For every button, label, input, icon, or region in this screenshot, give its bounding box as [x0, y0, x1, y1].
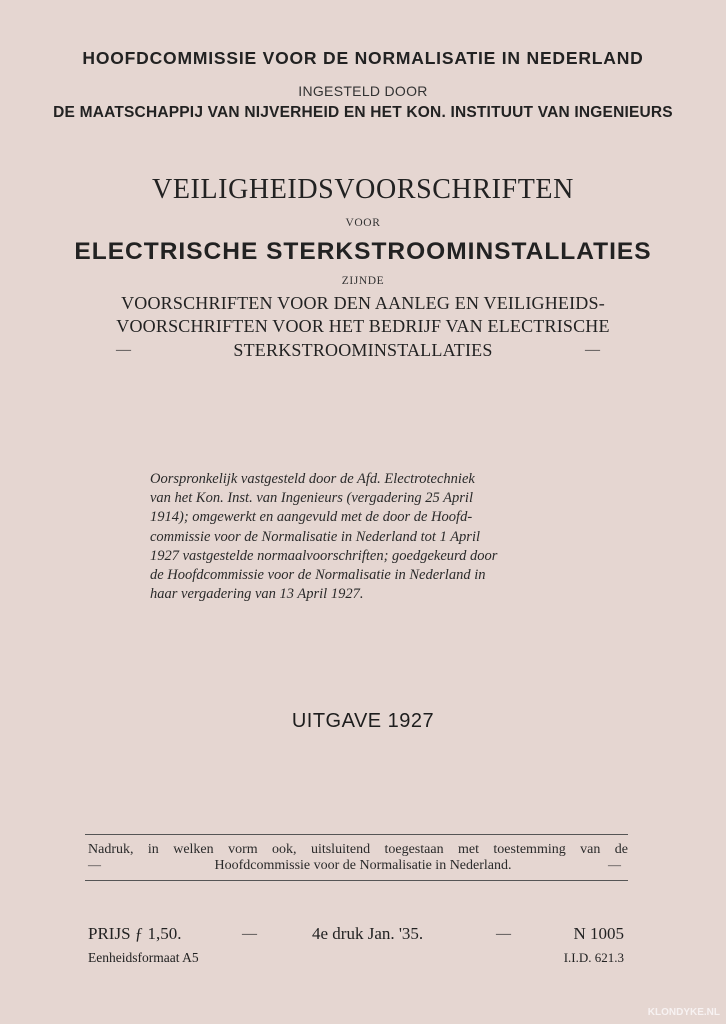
- description-dash-right: —: [585, 342, 600, 358]
- description-dash-left: —: [116, 342, 131, 358]
- classification: I.I.D. 621.3: [563, 950, 624, 965]
- main-title: VEILIGHEIDSVOORSCHRIFTEN: [152, 174, 574, 205]
- unit-format: Eenheidsformaat A5: [88, 950, 199, 965]
- divider-top: [85, 834, 628, 835]
- catalog-number: N 1005: [573, 924, 624, 943]
- edition: UITGAVE 1927: [291, 710, 435, 732]
- watermark: KLONDYKE.NL: [647, 1007, 720, 1018]
- reproduction-dash-left: —: [88, 857, 101, 872]
- reproduction-line-2: Hoofdcommissie voor de Normalisatie in Nederland.: [214, 858, 512, 873]
- established-by: INGESTELD DOOR: [298, 83, 428, 99]
- origin-note: [150, 470, 566, 604]
- printing: 4e druk Jan. '35.: [312, 924, 424, 943]
- description-line-3: STERKSTROOMINSTALLATIES: [233, 340, 493, 360]
- note-line: haar vergadering van 13 April 1927.: [150, 586, 364, 603]
- note-line: de Hoofdcommissie voor de Normalisatie in Nederland in: [150, 567, 486, 584]
- subtitle: ELECTRISCHE STERKSTROOMINSTALLATIES: [74, 238, 652, 265]
- title-voor: VOOR: [345, 217, 381, 229]
- note-line: 1927 vastgestelde normaalvoorschriften; goedgekeurd door: [150, 547, 498, 564]
- reproduction-dash-right: —: [608, 857, 621, 872]
- founders: DE MAATSCHAPPIJ VAN NIJVERHEID EN HET KON. INSTITUUT VAN INGENIEURS: [53, 104, 673, 121]
- org-heading: HOOFDCOMMISSIE VOOR DE NORMALISATIE IN NEDERLAND: [82, 48, 644, 68]
- note-line: commissie voor de Normalisatie in Nederland tot 1 April: [150, 528, 480, 545]
- footer-dash-2: —: [496, 926, 511, 942]
- reproduction-line-1: Nadruk, in welken vorm ook, uitsluitend toegestaan met toestemming van de: [88, 842, 628, 857]
- description-line-2: VOORSCHRIFTEN VOOR HET BEDRIJF VAN ELECTRISCHE: [116, 316, 610, 336]
- note-line: 1914); omgewerkt en aangevuld met de door de Hoofd-: [150, 509, 473, 526]
- title-zijnde: ZIJNDE: [341, 275, 385, 287]
- note-line: Oorspronkelijk vastgesteld door de Afd. Electrotechniek: [150, 471, 475, 487]
- description-line-1: VOORSCHRIFTEN VOOR DEN AANLEG EN VEILIGHEIDS-: [121, 293, 605, 313]
- price: PRIJS ƒ 1,50.: [88, 924, 182, 943]
- footer-dash-1: —: [242, 926, 257, 942]
- note-line: van het Kon. Inst. van Ingenieurs (vergadering 25 April: [150, 490, 473, 507]
- divider-bottom: [85, 880, 628, 881]
